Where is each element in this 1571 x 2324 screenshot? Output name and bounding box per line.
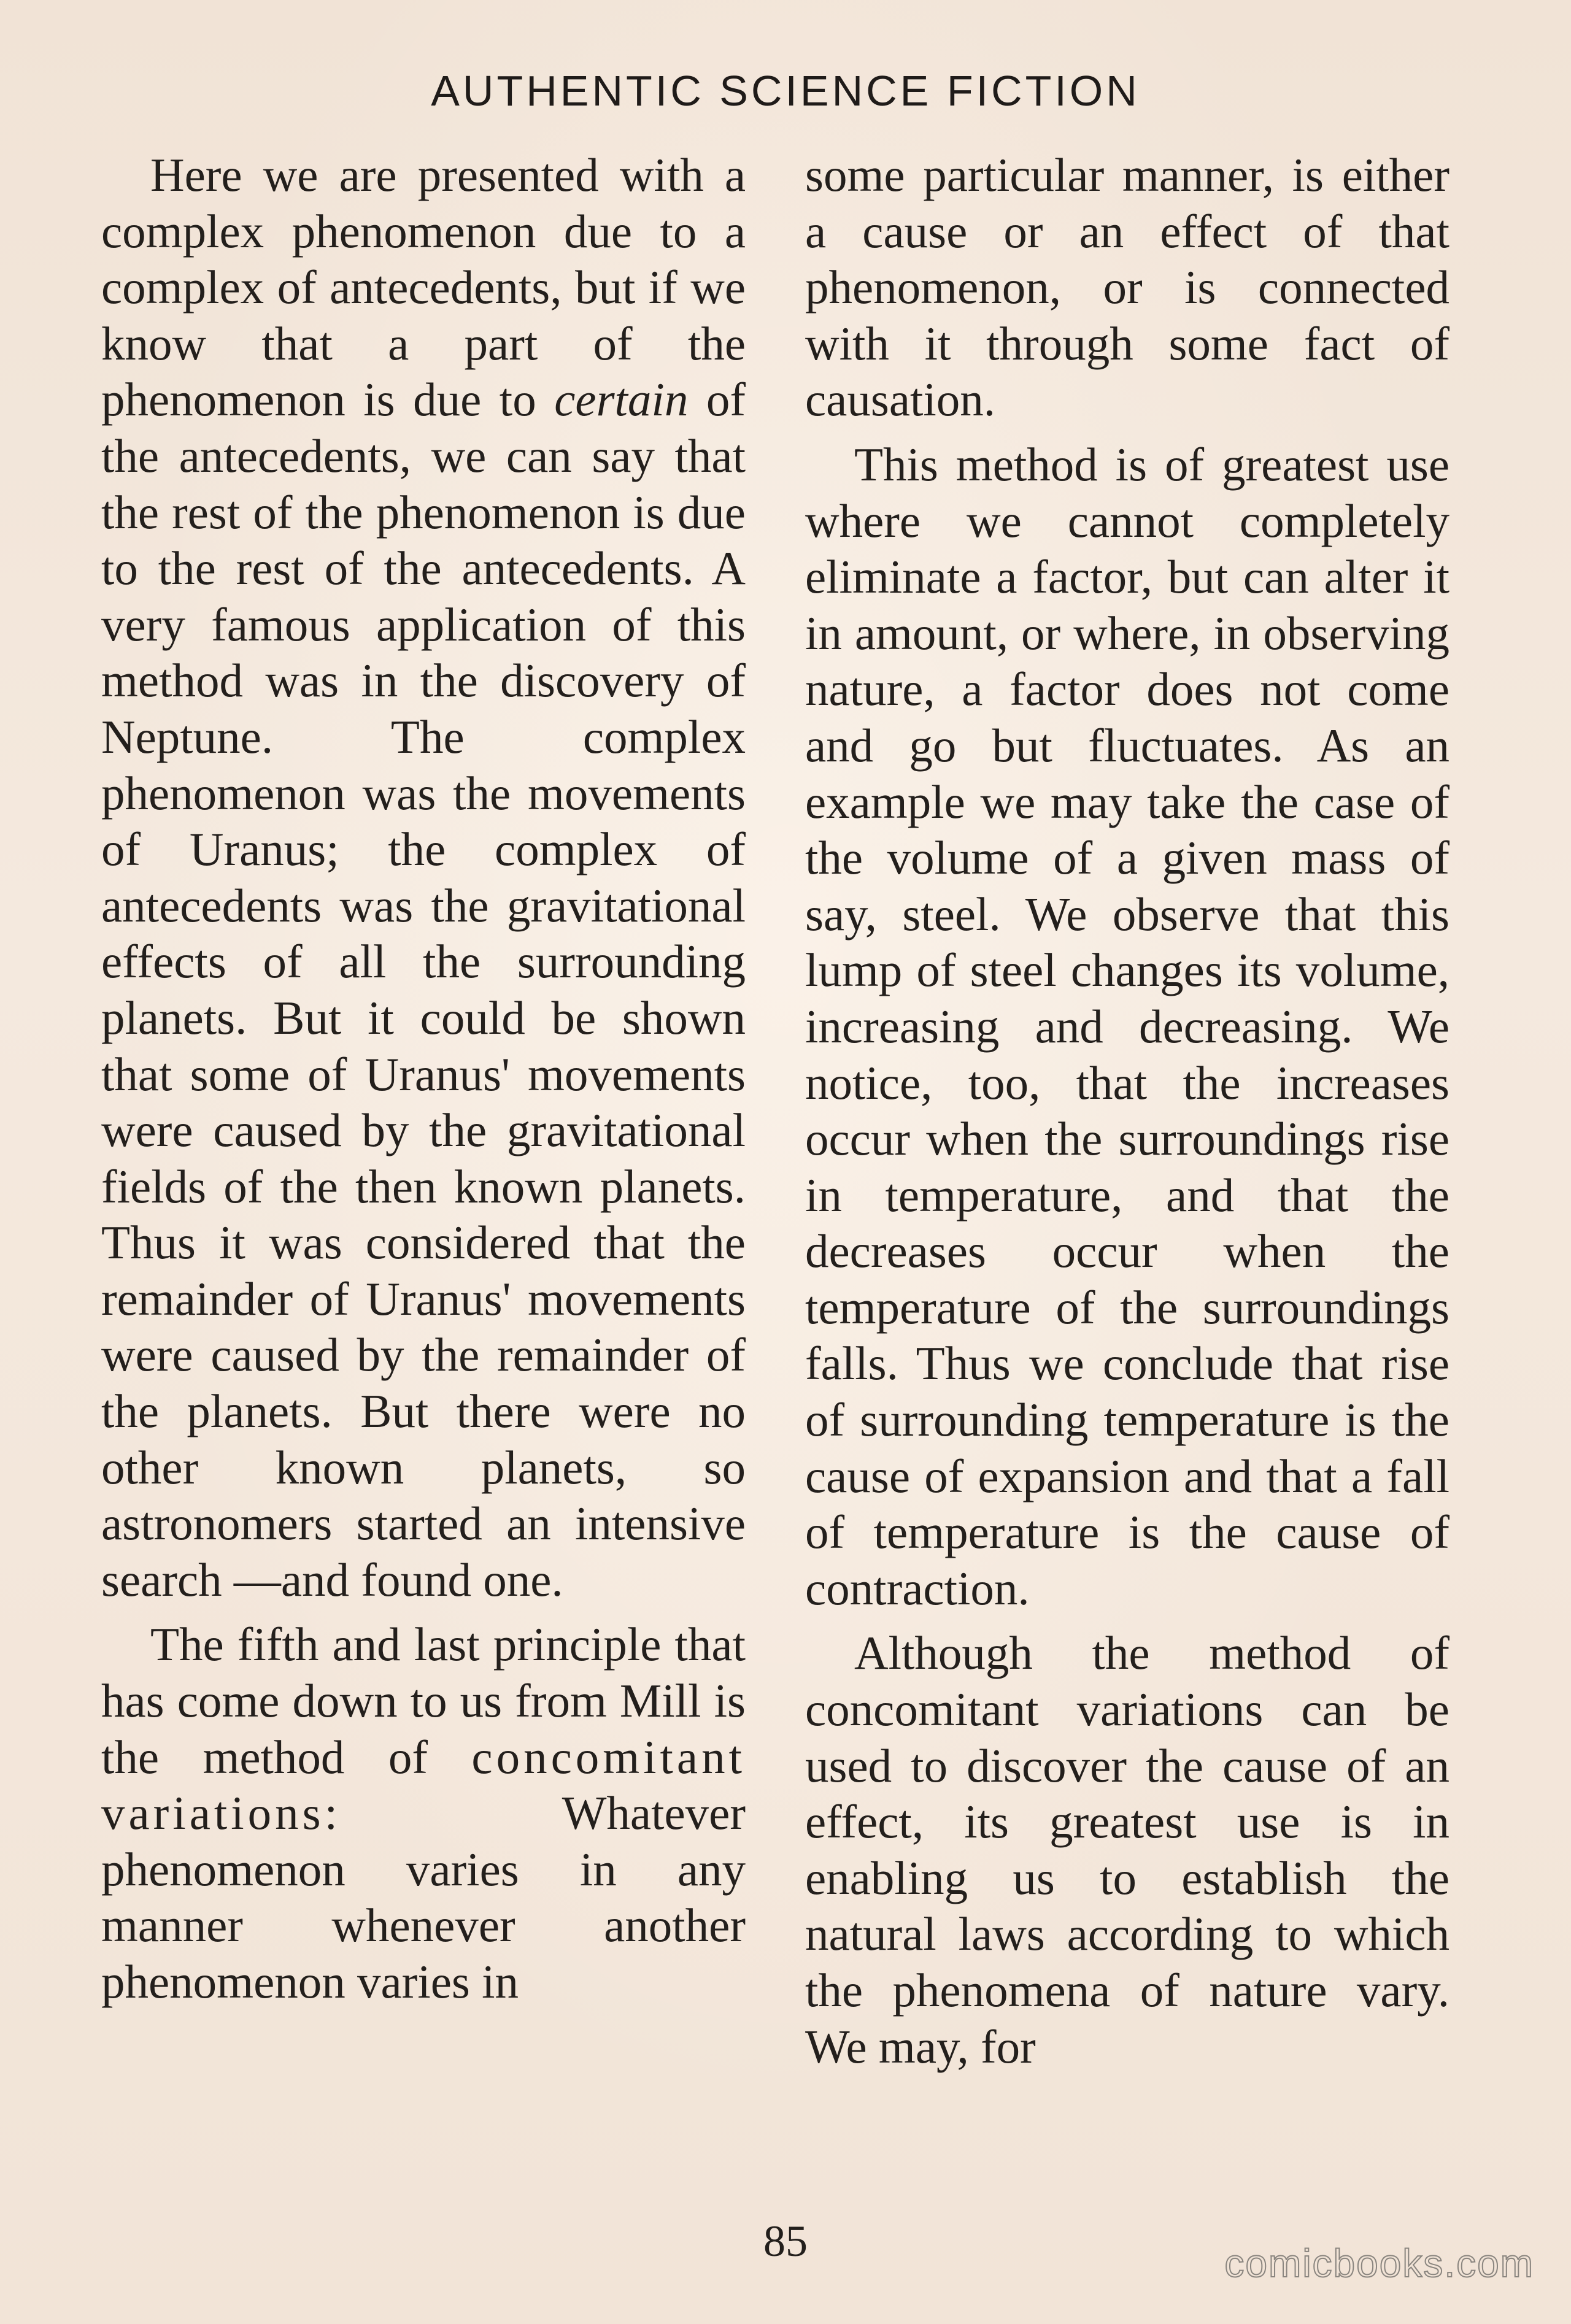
paragraph-fifth-principle: [101, 1617, 746, 2010]
page-number: 85: [763, 2217, 808, 2266]
paragraph-text: of the antecedents, we can say that the rest of the phenomenon is due to the rest of the antecedents. A very famous application of this method was in the discovery of Neptune. The complex phenomenon was the movements of Uranus; the complex of antecedents was the gravitational effects of all the surrounding planets. But it could be shown that some of Uranus' movements were caused by the gravitational fields of the then known planets. Thus it was considered that the remainder of Uranus' movements were caused by the remainder of the planets. But there were no other known planets, so astronomers started an intensive search —and found one.: [101, 373, 746, 1606]
italic-word: certain: [554, 373, 689, 426]
spaced-term: concomitant variations:: [101, 1730, 746, 1840]
paragraph-concomitant: Although the method of concomitant variations can be used to discover the cause of an effect, its greatest use is in enabling us to establish the natural laws according to which the phenomena of nature vary. We may, for: [805, 1626, 1449, 2073]
paragraph-continuation: some particular manner, is either a cause or an effect of that phenomenon, or is connected with it through some fact of causation.: [805, 148, 1449, 426]
running-header: AUTHENTIC SCIENCE FICTION: [431, 67, 1140, 115]
paragraph-text: The fifth and last principle that has come down to us from Mill is the method of: [101, 1618, 746, 1783]
paragraph-text: Whatever phenomenon varies in any manner whenever another phenomenon varies in: [101, 1787, 746, 2008]
paragraph-method-use: This method is of greatest use where we cannot completely eliminate a factor, but can alter it in amount, or where, in observing nature, a factor does not come and go but fluctuates. As an example we may take the case of the volume of a given mass of say, steel. We observe that this lump of steel changes its volume, increasing and decreasing. We notice, too, that the increases occur when the surroundings rise in temperature, and that the decreases occur when the temperature of the surroundings falls. Thus we conclude that rise of surrounding temperature is the cause of expansion and that a fall of temperature is the cause of contraction.: [805, 437, 1449, 1615]
left-column: [101, 147, 746, 2019]
paragraph-text: Here we are presented with a complex phenomenon due to a complex of antecedents, but if we know that a part of the phenomenon is due to: [101, 148, 746, 426]
right-column: [805, 147, 1449, 2084]
paragraph-neptune: [101, 147, 746, 1608]
watermark-logo: comicbooks.com: [1224, 2241, 1534, 2285]
